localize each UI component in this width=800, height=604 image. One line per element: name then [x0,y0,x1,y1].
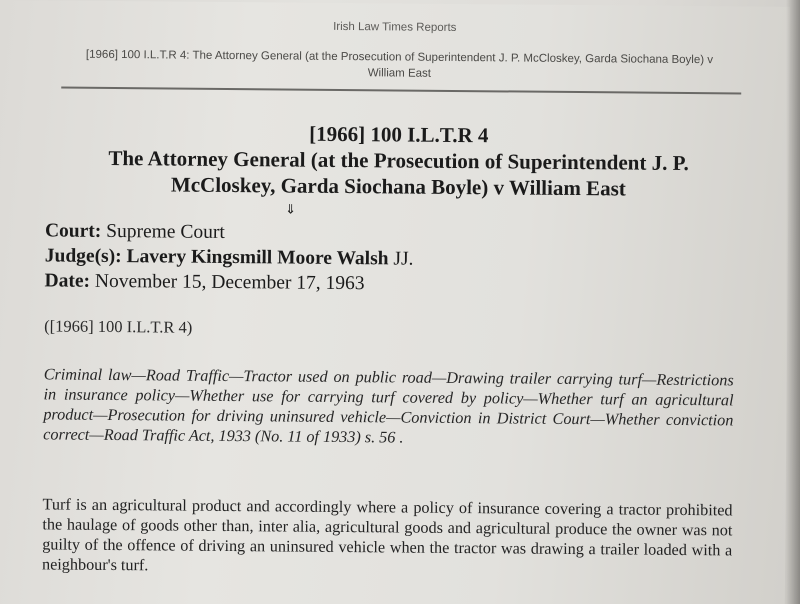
holding-paragraph: Turf is an agricultural product and accordingly where a policy of insurance covering a tractor prohibited the haulage of goods other than, inter alia, agricultural goods and agricultural produce the owner was not guilty of the offence of driving an uninsured vehicle when the tractor was drawing a trailer loaded with a neighbour's turf. [41,495,733,575]
case-metadata [44,218,413,296]
court-label: Court: [44,220,102,242]
header-divider [61,87,741,94]
date-row [44,268,413,296]
court-row [45,218,414,246]
page-edge-shadow [786,0,800,604]
headnote-catchwords: Criminal law—Road Traffic—Tractor used on public road—Drawing trailer carrying turf—Restrictions in insurance policy—Whether use for carrying turf covered by policy—Whether turf an agricultural product—Prosecution for driving uninsured vehicle—Conviction in District Court—Whether conviction correct—Road Traffic Act, 1933 (No. 11 of 1933) s. 56 . [43,365,734,447]
judges-suffix: JJ. [388,248,414,270]
publication-header: Irish Law Times Reports [333,20,457,34]
judges-value: Lavery Kingsmill Moore Walsh [121,246,389,270]
court-value: Supreme Court [101,220,225,243]
judges-row [45,243,414,271]
judges-label: Judge(s): [44,245,122,268]
date-value: November 15, December 17, 1963 [89,270,365,295]
case-heading [38,118,759,202]
date-label: Date: [44,270,91,292]
case-title: The Attorney General (at the Prosecution of Superintendent J. P. McCloskey, Garda Siochana Boyle) v William East [108,145,689,201]
report-reference: ([1966] 100 I.L.T.R 4) [44,316,193,337]
ink-mark-icon: ⇓ [285,202,297,218]
running-title: [1966] 100 I.L.T.R 4: The Attorney General (at the Prosecution of Superintendent J. P. McCloskey, Garda Siochana Boyle) v William East [85,48,714,80]
case-citation: [1966] 100 I.L.T.R 4 [309,121,489,148]
